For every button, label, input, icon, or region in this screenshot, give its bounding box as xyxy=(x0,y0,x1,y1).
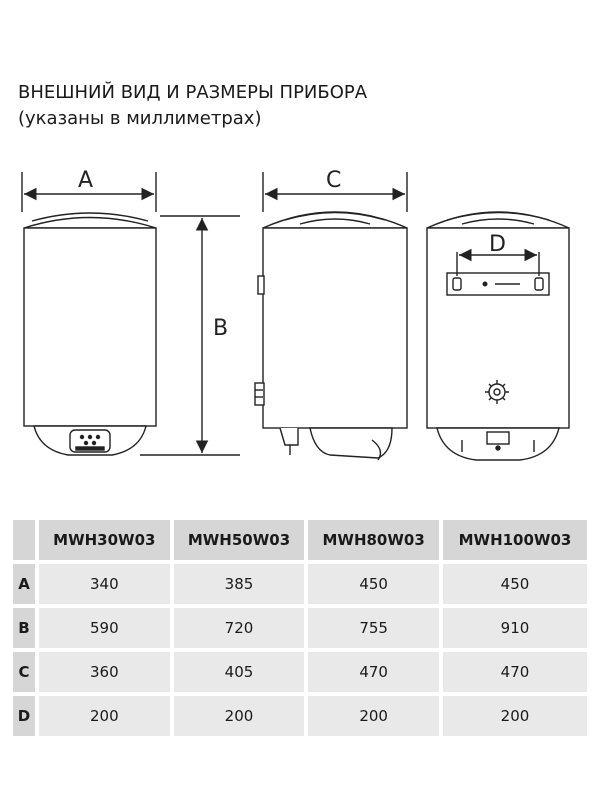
column-header: MWH30W03 xyxy=(39,520,170,560)
column-header: MWH50W03 xyxy=(174,520,305,560)
table-cell: 385 xyxy=(174,564,305,604)
dim-label-b: B xyxy=(213,316,229,341)
table-cell: 450 xyxy=(308,564,439,604)
table-header-row xyxy=(13,520,587,560)
table-cell: 470 xyxy=(308,652,439,692)
table-cell: 755 xyxy=(308,608,439,648)
title-line-1: ВНЕШНИЙ ВИД И РАЗМЕРЫ ПРИБОРА xyxy=(18,82,368,103)
dim-label-a: A xyxy=(78,168,94,193)
table-cell: 200 xyxy=(39,696,170,736)
title-line-2: (указаны в миллиметрах) xyxy=(18,108,262,129)
table-cell: 200 xyxy=(174,696,305,736)
table-cell: 910 xyxy=(443,608,587,648)
table-corner-cell xyxy=(13,520,35,560)
dim-label-c: C xyxy=(326,168,342,193)
table-row xyxy=(13,564,587,604)
table-cell: 405 xyxy=(174,652,305,692)
table-cell: 200 xyxy=(308,696,439,736)
column-header: MWH80W03 xyxy=(308,520,439,560)
side-view xyxy=(255,172,407,460)
table-row xyxy=(13,652,587,692)
table-cell: 590 xyxy=(39,608,170,648)
table-cell: 340 xyxy=(39,564,170,604)
table-cell: 470 xyxy=(443,652,587,692)
row-label: A xyxy=(13,564,35,604)
column-header: MWH100W03 xyxy=(443,520,587,560)
table-cell: 200 xyxy=(443,696,587,736)
table-row xyxy=(13,696,587,736)
table-cell: 720 xyxy=(174,608,305,648)
table-cell: 360 xyxy=(39,652,170,692)
row-label: B xyxy=(13,608,35,648)
row-label: D xyxy=(13,696,35,736)
row-label: C xyxy=(13,652,35,692)
table-row xyxy=(13,608,587,648)
table-cell: 450 xyxy=(443,564,587,604)
dimensions-table xyxy=(9,516,591,740)
dim-label-d: D xyxy=(489,232,506,257)
front-view xyxy=(22,172,240,455)
